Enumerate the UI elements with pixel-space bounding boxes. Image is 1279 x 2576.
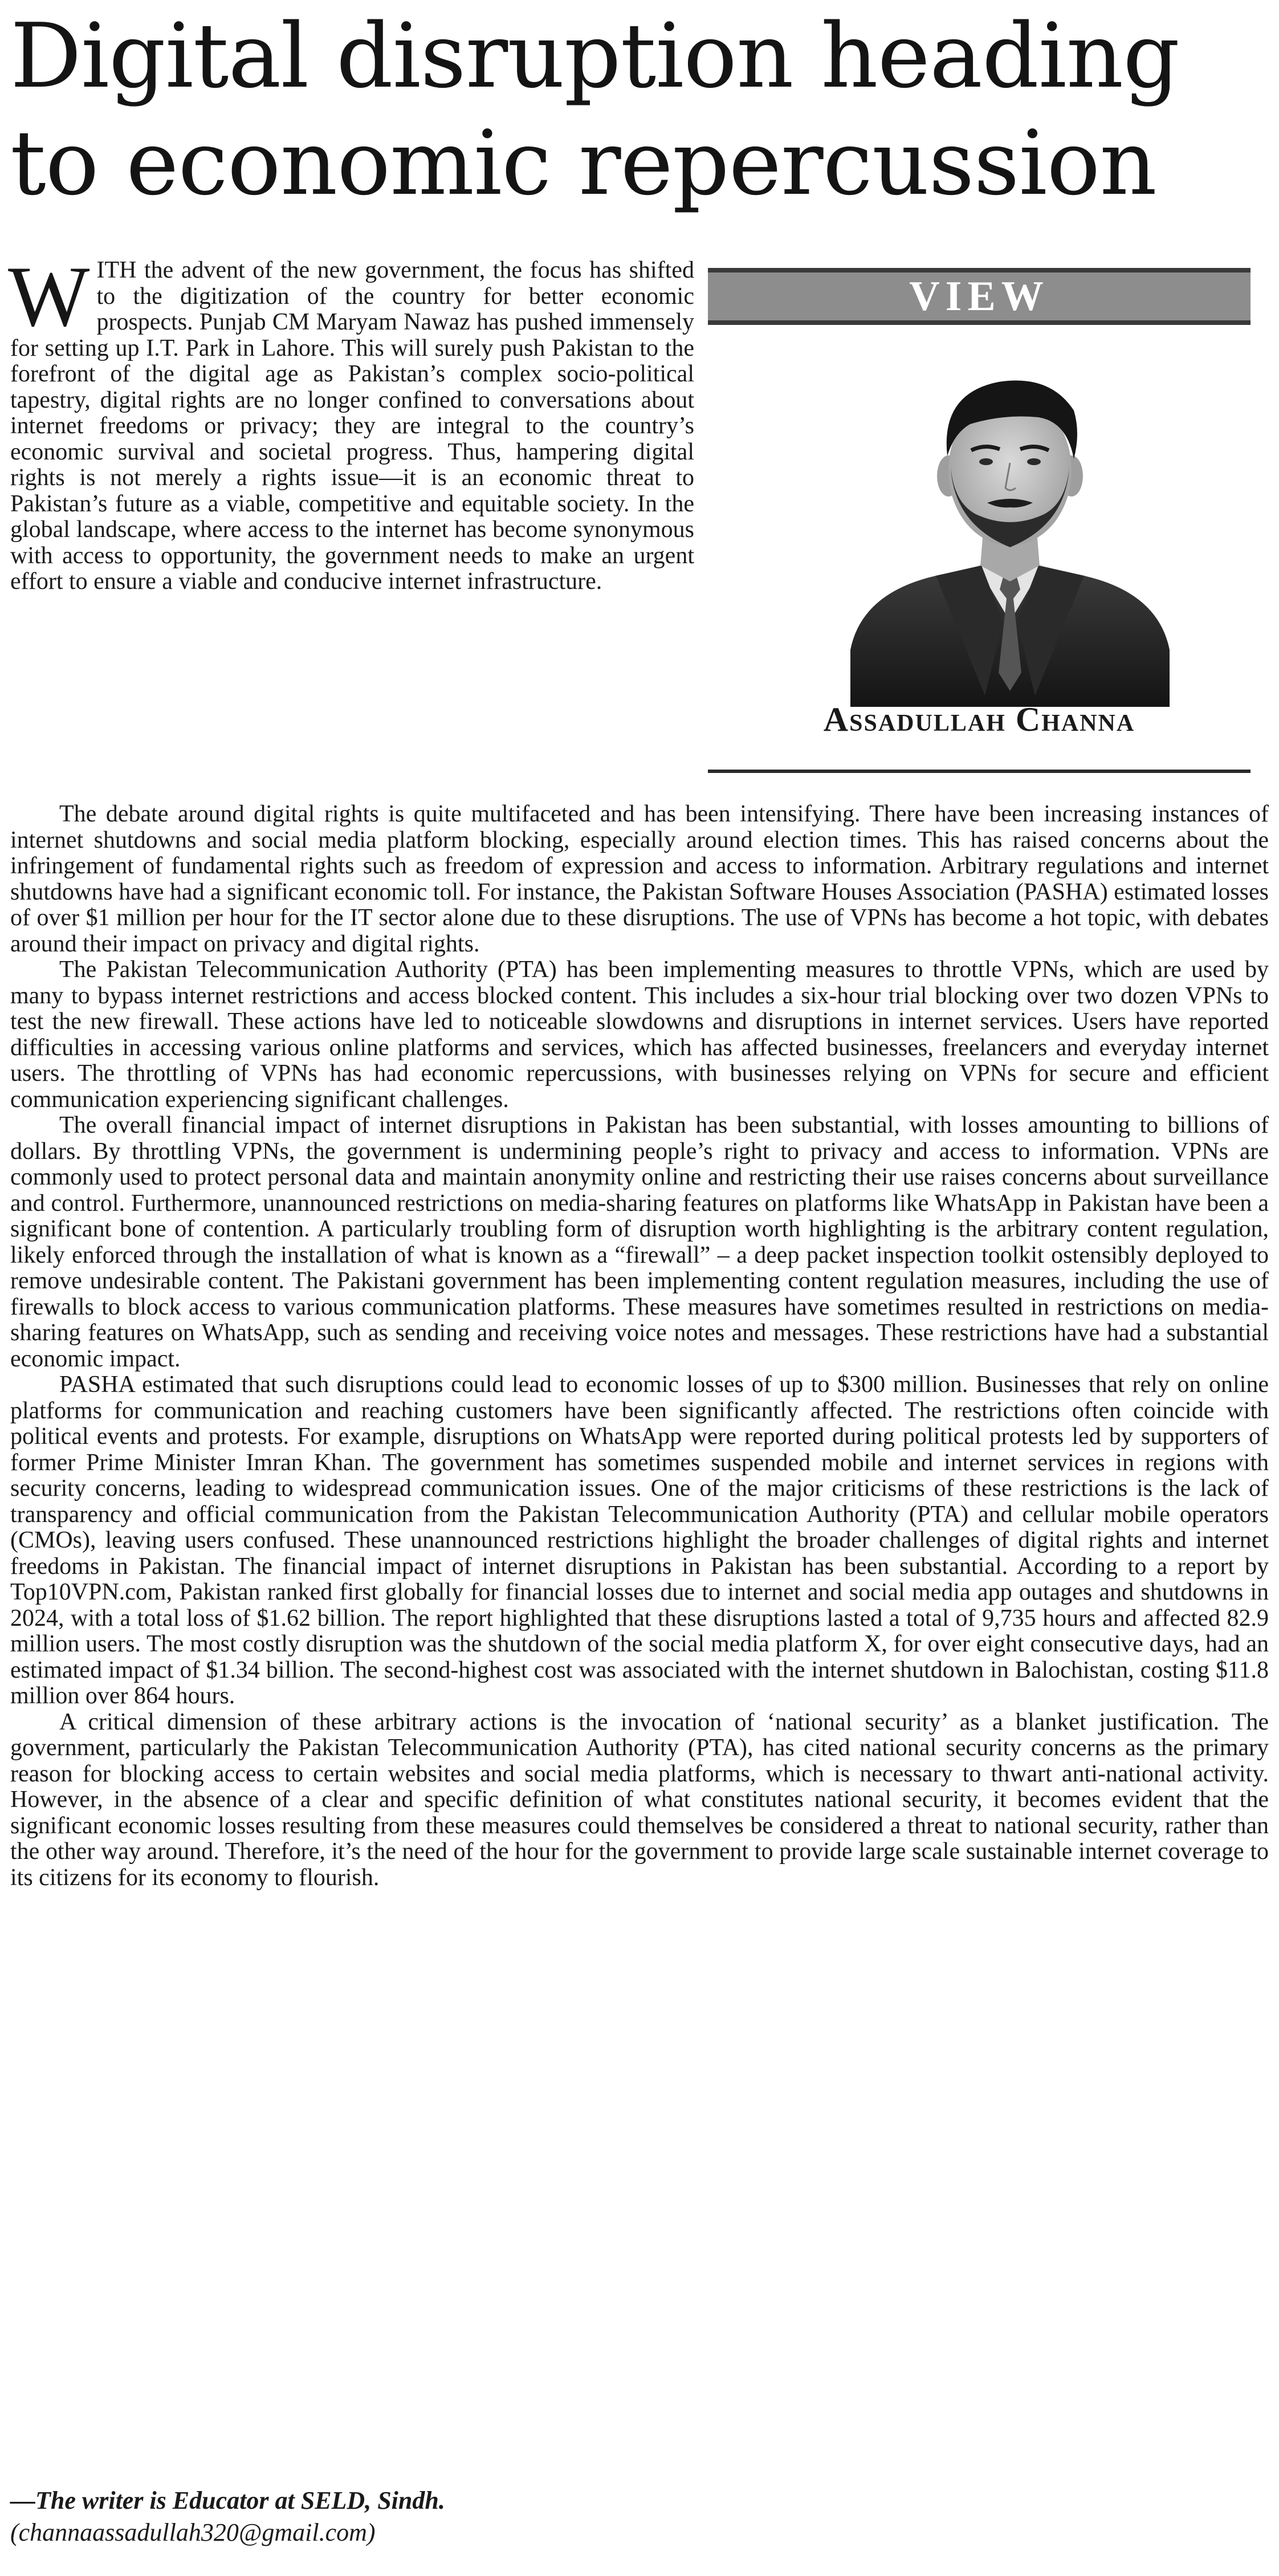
body-paragraph: A critical dimension of these arbitrary actions is the invocation of ‘national security’ as a blanket justification. The government, particularly the Pakistan Telecommunication Authority (PTA), has cited national security concerns as the primary reason for blocking access to certain websites and social media platforms, which is necessary to thwart anti-national activity. However, in the absence of a clear and specific definition of what constitutes national security, it becomes evident that the significant economic losses resulting from these measures could themselves be considered a threat to national security, rather than the other way around. Therefore, it’s the need of the hour for the government to provide large scale sustainable internet coverage to its citizens for its economy to flourish.: [10, 1708, 1269, 1891]
author-email: (channaassadullah320@gmail.com): [10, 2518, 376, 2546]
intro-paragraph: [8, 249, 694, 595]
body-paragraph: The overall financial impact of internet disruptions in Pakistan has been substantial, with losses amounting to billions of dollars. By throttling VPNs, the government is undermining people’s right to privacy and access to information. VPNs are commonly used to protect personal data and maintain anonymity online and restricting their use raises concerns about surveillance and control. Furthermore, unannounced restrictions on media-sharing features on platforms like WhatsApp in Pakistan have been a significant bone of contention. A particularly troubling form of disruption worth highlighting is the arbitrary content regulation, likely enforced through the installation of what is known as a “firewall” – a deep packet inspection toolkit ostensibly deployed to remove undesirable content. The Pakistani government has been implementing content regulation measures, including the use of firewalls to block access to various communication platforms. These measures have sometimes resulted in restrictions on media-sharing features on WhatsApp, such as sending and receiving voice notes and messages. These restrictions have had a substantial economic impact.: [10, 1112, 1269, 1372]
headline-line-1: Digital disruption heading: [10, 4, 1180, 108]
author-byline: Assadullah Channa: [823, 701, 1135, 738]
section-label-box: [708, 268, 1251, 325]
body-paragraph: PASHA estimated that such disruptions could lead to economic losses of up to $300 million. Businesses that rely on online platforms for communication and reaching customers have been significantly affected. The restrictions often coincide with political events and protests. For example, disruptions on WhatsApp were reported during political protests led by supporters of former Prime Minister Imran Khan. The government has sometimes suspended mobile and internet services in regions with security concerns, leading to widespread communication issues. One of the major criticisms of these restrictions is the lack of transparency and official communication from the Pakistan Telecommunication Authority (PTA) and cellular mobile operators (CMOs), leaving users confused. These unannounced restrictions highlight the broader challenges of digital rights and internet freedoms in Pakistan. The financial impact of internet disruptions in Pakistan has been substantial. According to a report by Top10VPN.com, Pakistan ranked first globally for financial losses due to internet and social media app outages and shutdowns in 2024, with a total loss of $1.62 billion. The report highlighted that these disruptions lasted a total of 9,735 hours and affected 82.9 million users. The most costly disruption was the shutdown of the social media platform X, for over eight consecutive days, had an estimated impact of $1.34 billion. The second-highest cost was associated with the internet shutdown in Balochistan, costing $11.8 million over 864 hours.: [10, 1372, 1269, 1709]
intro-text: ITH the advent of the new government, the focus has shifted to the digitization of the country for better economic prospects. Punjab CM Maryam Nawaz has pushed immensely for setting up I.T. Park in Lahore. This will surely push Pakistan to the forefront of the digital age as Pakistan’s complex socio-political tapestry, digital rights are no longer confined to conversations about internet freedoms or privacy; they are integral to the country’s economic survival and societal progress. Thus, hampering digital rights is not merely a rights issue—it is an economic threat to Pakistan’s future as a viable, competitive and equitable society. In the global landscape, where access to the internet has become synonymous with access to opportunity, the government needs to make an urgent effort to ensure a viable and conducive internet infrastructure.: [10, 257, 694, 595]
byline-divider: [708, 770, 1251, 773]
drop-cap: W: [8, 249, 90, 344]
author-portrait: [850, 353, 1170, 707]
headline: [10, 2, 1264, 217]
body-paragraph: The debate around digital rights is quite multifaceted and has been intensifying. There have been increasing instances of internet shutdowns and social media platform blocking, especially around election times. This has raised concerns about the infringement of fundamental rights such as freedom of expression and access to information. Arbitrary regulations and internet shutdowns have had a significant economic toll. For instance, the Pakistan Software Houses Association (PASHA) estimated losses of over $1 million per hour for the IT sector alone due to these disruptions. The use of VPNs has become a hot topic, with debates around their impact on privacy and digital rights.: [10, 801, 1269, 957]
author-note: —The writer is Educator at SELD, Sindh.: [10, 2487, 445, 2514]
section-label: VIEW: [909, 272, 1049, 320]
headline-line-2: to economic repercussion: [10, 111, 1156, 215]
body-paragraph: The Pakistan Telecommunication Authority (PTA) has been implementing measures to throttle VPNs, which are used by many to bypass internet restrictions and access blocked content. This includes a six-hour trial blocking over two dozen VPNs to test the new firewall. These actions have led to noticeable slowdowns and disruptions in internet services. Users have reported difficulties in accessing various online platforms and services, which has affected businesses, freelancers and everyday internet users. The throttling of VPNs has had economic repercussions, with businesses relying on VPNs for secure and efficient communication experiencing significant challenges.: [10, 957, 1269, 1113]
article-body: [10, 801, 1269, 1891]
